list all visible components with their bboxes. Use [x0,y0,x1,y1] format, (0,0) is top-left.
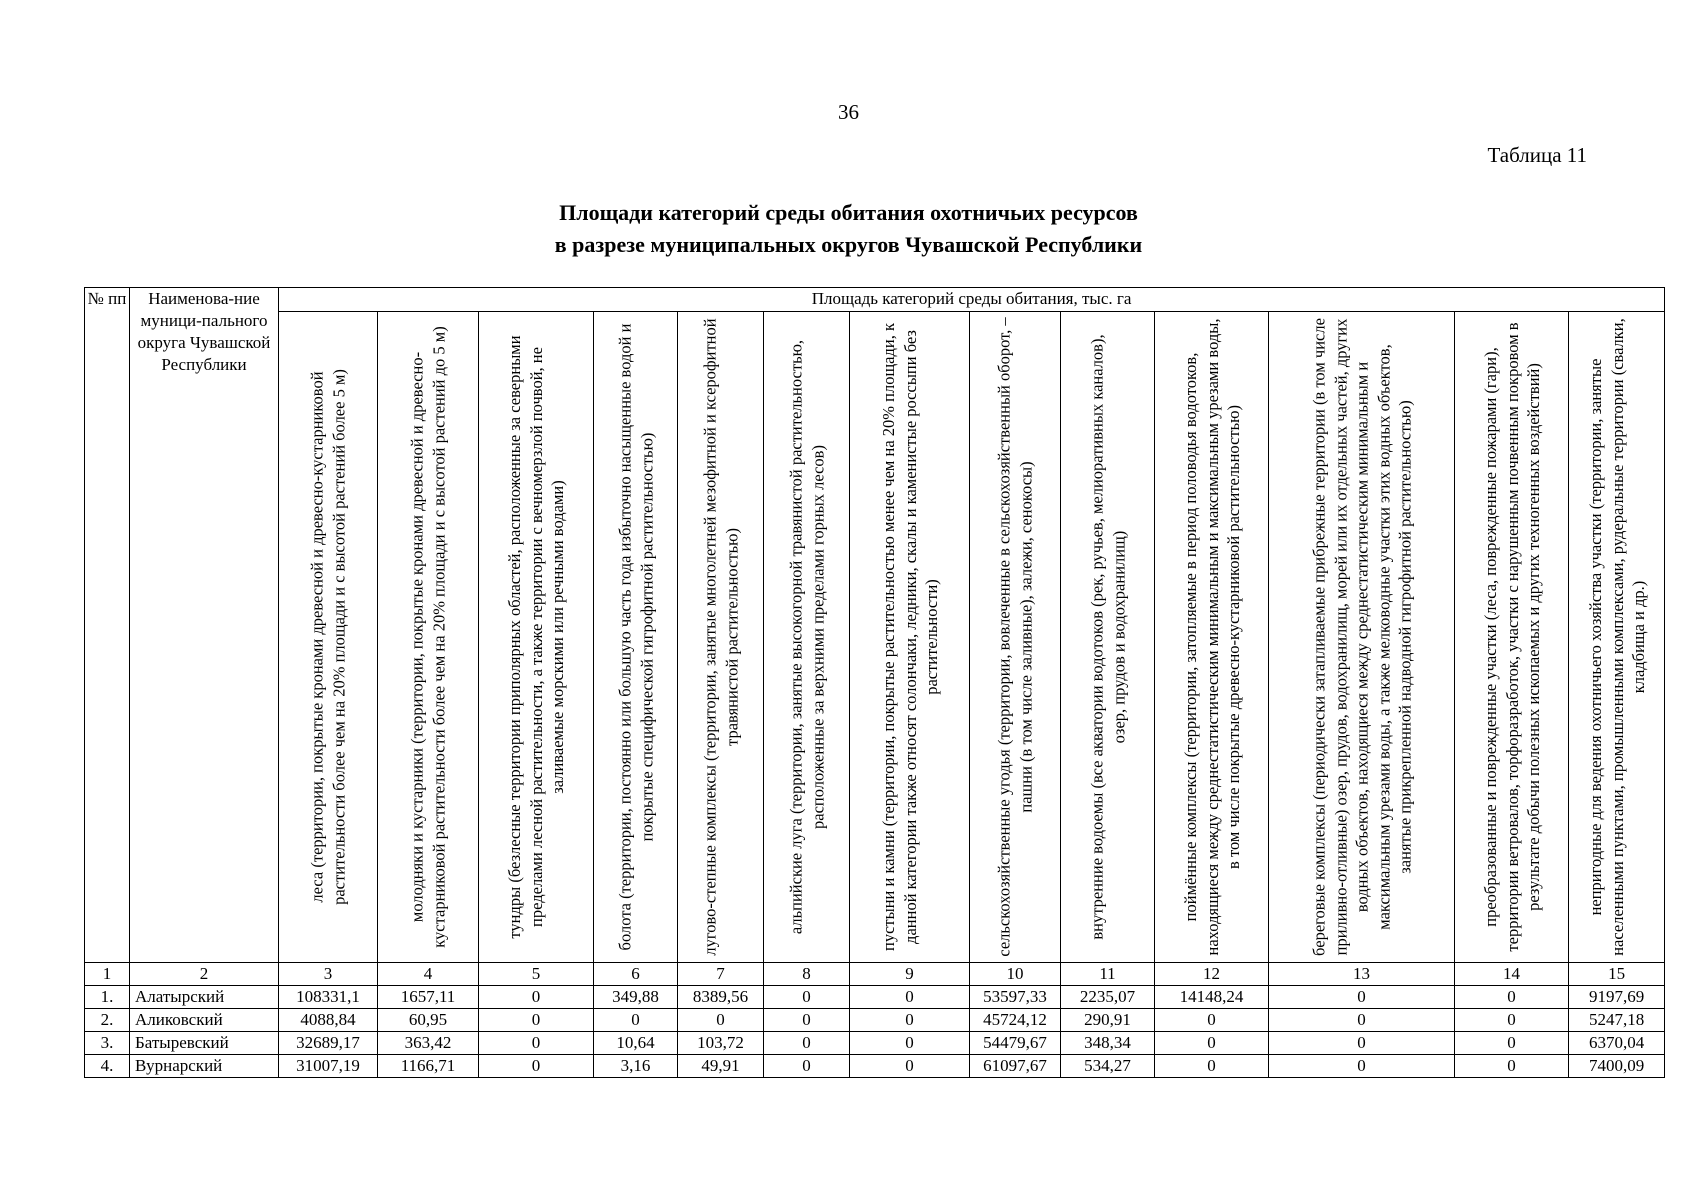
area-value: 2235,07 [1061,986,1155,1009]
area-value: 363,42 [378,1032,479,1055]
area-value: 4088,84 [279,1009,378,1032]
area-value: 0 [850,1055,970,1078]
header-category-text: поймённые комплексы (территории, затопляемые в период половодья водотоков, находящиеся между среднестатистическим минимальным и максимальным урезами воды, в том числе покрытые древесно-кустарниковой растительностью) [1180,318,1243,956]
column-number: 2 [130,963,279,986]
header-category-text: внутренние водоемы (все акватории водотоков (рек, ручьев, мелиоративных каналов), озер, прудов и водохранилищ) [1087,334,1128,940]
column-number: 8 [764,963,850,986]
area-value: 348,34 [1061,1032,1155,1055]
header-category [1155,312,1269,963]
area-value: 0 [678,1009,764,1032]
district-name: Вурнарский [130,1055,279,1078]
area-value: 54479,67 [970,1032,1061,1055]
header-district-name: Наименова-ние муници-пального округа Чувашской Республики [130,288,279,963]
header-category [479,312,594,963]
header-category-text: лугово-степные комплексы (территории, занятые многолетней мезофитной и ксерофитной травянистой растительностью) [700,318,741,956]
area-value: 0 [764,1055,850,1078]
column-number: 1 [85,963,130,986]
area-value: 0 [479,1032,594,1055]
column-number: 10 [970,963,1061,986]
header-category [594,312,678,963]
area-value: 8389,56 [678,986,764,1009]
column-number-row [85,963,1665,986]
header-category-text: молодняки и кустарники (территории, покрытые кронами древесной и древесно-кустарниковой растительности более чем на 20% площади и с высотой растений до 5 м) [407,326,448,948]
column-number: 15 [1569,963,1665,986]
header-category [970,312,1061,963]
area-value: 0 [850,1032,970,1055]
area-value: 0 [1269,1055,1455,1078]
header-category [1569,312,1665,963]
area-value: 14148,24 [1155,986,1269,1009]
column-number: 11 [1061,963,1155,986]
column-number: 6 [594,963,678,986]
area-value: 1166,71 [378,1055,479,1078]
column-number: 4 [378,963,479,986]
district-name: Аликовский [130,1009,279,1032]
header-category-text: сельскохозяйственные угодья (территории, вовлеченные в сельскохозяйственный оборот, – пашни (в том числе заливные), залежи, сенокосы) [994,317,1035,957]
header-category-text: пустыни и камни (территории, покрытые растительностью менее чем на 20% площади, к данной категории также относят солончаки, ледники, скалы и каменистые россыпи без растительности) [878,323,941,951]
area-value: 0 [764,1009,850,1032]
row-number: 3. [85,1032,130,1055]
header-category [678,312,764,963]
area-value: 0 [594,1009,678,1032]
area-value: 0 [479,1055,594,1078]
header-category [850,312,970,963]
area-value: 349,88 [594,986,678,1009]
area-value: 53597,33 [970,986,1061,1009]
habitat-area-table [84,287,1665,1078]
table-label: Таблица 11 [1487,143,1587,167]
district-name: Алатырский [130,986,279,1009]
district-name: Батыревский [130,1032,279,1055]
area-value: 103,72 [678,1032,764,1055]
column-number: 12 [1155,963,1269,986]
header-category [1061,312,1155,963]
header-category-text: альпийские луга (территории, занятые высокогорной травянистой растительностью, расположенные за верхними пределами горных лесов) [786,339,827,935]
header-row-top [85,288,1665,312]
area-value: 7400,09 [1569,1055,1665,1078]
area-value: 61097,67 [970,1055,1061,1078]
area-value: 45724,12 [970,1009,1061,1032]
header-category [378,312,479,963]
column-number: 14 [1455,963,1569,986]
header-category [1455,312,1569,963]
area-value: 0 [850,1009,970,1032]
area-value: 0 [1269,1032,1455,1055]
area-value: 10,64 [594,1032,678,1055]
area-value: 5247,18 [1569,1009,1665,1032]
area-value: 0 [1455,986,1569,1009]
area-value: 49,91 [678,1055,764,1078]
area-value: 0 [1155,1032,1269,1055]
area-value: 0 [1455,1055,1569,1078]
area-value: 0 [1155,1009,1269,1032]
header-category-text: непригодные для ведения охотничьего хозяйства участки (территории, занятые населенными пунктами, промышленными комплексами, рудеральные территории (свалки, кладбища и др.) [1585,318,1648,956]
header-row-categories [85,312,1665,963]
table-row [85,986,1665,1009]
area-value: 1657,11 [378,986,479,1009]
area-value: 0 [1269,986,1455,1009]
table-row [85,1055,1665,1078]
page-number: 36 [838,100,859,124]
area-value: 0 [1455,1032,1569,1055]
header-category-text: тундры (безлесные территории приполярных областей, расположенные за северными пределами лесной растительности, а также территории с вечномерзлой почвой, не заливаемые морскими или речными водами) [504,335,567,939]
area-value: 32689,17 [279,1032,378,1055]
column-number: 13 [1269,963,1455,986]
area-value: 0 [479,1009,594,1032]
header-category-text: леса (территории, покрытые кронами древесной и древесно-кустарниковой растительности более чем на 20% площади и с высотой растений более 5 м) [307,369,348,905]
area-value: 3,16 [594,1055,678,1078]
area-value: 0 [764,1032,850,1055]
area-value: 0 [1269,1009,1455,1032]
column-number: 9 [850,963,970,986]
area-value: 108331,1 [279,986,378,1009]
area-value: 0 [479,986,594,1009]
title-line-2: в разрезе муниципальных округов Чувашской Республики [554,232,1143,257]
area-value: 9197,69 [1569,986,1665,1009]
column-number: 7 [678,963,764,986]
area-value: 0 [850,986,970,1009]
area-value: 0 [1155,1055,1269,1078]
header-category [1269,312,1455,963]
area-value: 290,91 [1061,1009,1155,1032]
header-category [764,312,850,963]
header-category-text: болота (территории, постоянно или большую часть года избыточно насыщенные водой и покрытые специфической гигрофитной растительностью) [615,323,656,951]
header-number: № пп [85,288,130,963]
area-value: 534,27 [1061,1055,1155,1078]
document-title [0,197,1697,261]
area-value: 60,95 [378,1009,479,1032]
table-row [85,1032,1665,1055]
area-value: 31007,19 [279,1055,378,1078]
table-row [85,1009,1665,1032]
title-line-1: Площади категорий среды обитания охотничьих ресурсов [559,200,1138,225]
header-category [279,312,378,963]
header-category-text: береговые комплексы (периодически затапливаемые прибрежные территории (в том числе приливно-отливные) озер, прудов, водохранилищ, морей или их отдельных частей, других водных объектов, находящиеся между среднестатистическим минимальным и максимальным урезами воды, а также мелководные участки этих водных объектов, занятые прикрепленной надводной гигрофитной растительностью) [1308,318,1414,956]
area-value: 0 [764,986,850,1009]
area-value: 0 [1455,1009,1569,1032]
header-area-categories: Площадь категорий среды обитания, тыс. га [279,288,1665,312]
header-category-text: преобразованные и поврежденные участки (леса, поврежденные пожарами (гари), территории ветровалов, торфоразработок, участки с нарушенным почвенным покровом в результате добычи полезных ископаемых и других техногенных воздействий) [1480,322,1543,952]
row-number: 4. [85,1055,130,1078]
column-number: 3 [279,963,378,986]
row-number: 1. [85,986,130,1009]
area-value: 6370,04 [1569,1032,1665,1055]
column-number: 5 [479,963,594,986]
row-number: 2. [85,1009,130,1032]
